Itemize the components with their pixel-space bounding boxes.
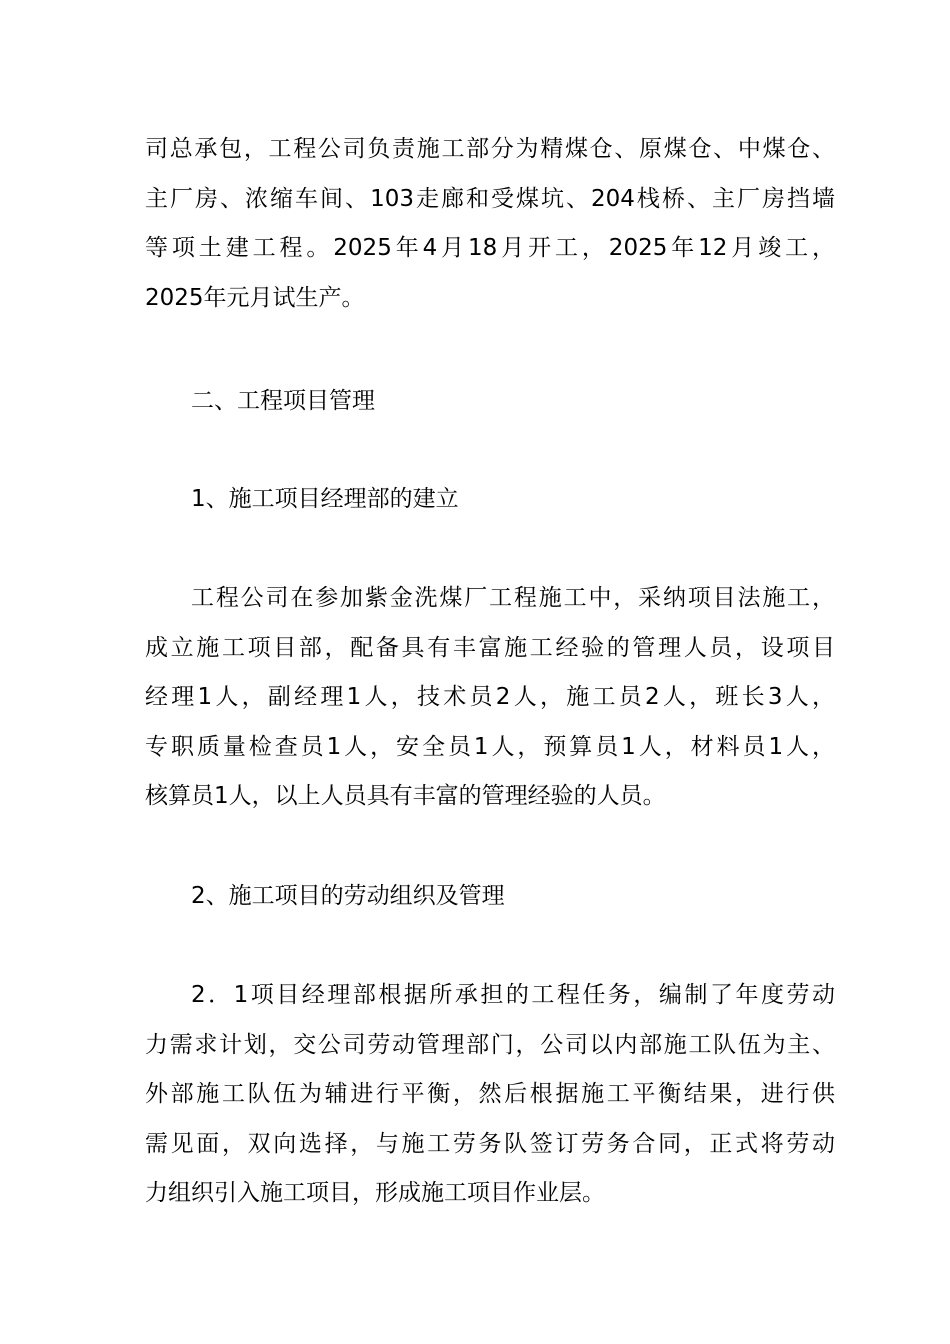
text-line: 2．1项目经理部根据所承担的工程任务，编制了年度劳动 (191, 982, 835, 1008)
paragraph-labor-organization (145, 971, 835, 1219)
text-line: 经理1人，副经理1人，技术员2人，施工员2人，班长3人， (145, 684, 835, 710)
text-line: 专职质量检查员1人，安全员1人，预算员1人，材料员1人， (145, 733, 835, 760)
text-line: 工程公司在参加紫金洗煤厂工程施工中，采纳项目法施工， (191, 585, 835, 611)
text-line: 等项土建工程。2025年4月18月开工，2025年12月竣工， (145, 235, 835, 261)
text-line: 需见面，双向选择，与施工劳务队签订劳务合同，正式将劳动 (145, 1130, 835, 1157)
subheading-project-department: 1、施工项目经理部的建立 (191, 486, 459, 512)
text-line: 主厂房、浓缩车间、103走廊和受煤坑、204栈桥、主厂房挡墙 (145, 185, 835, 212)
subheading-labor-organization: 2、施工项目的劳动组织及管理 (191, 883, 505, 909)
text-line: 2025年元月试生产。 (145, 284, 365, 311)
text-line: 成立施工项目部，配备具有丰富施工经验的管理人员，设项目 (145, 634, 835, 661)
text-line: 力组织引入施工项目，形成施工项目作业层。 (145, 1180, 605, 1206)
text-line: 核算员1人，以上人员具有丰富的管理经验的人员。 (145, 783, 666, 809)
section-heading-project-management: 二、工程项目管理 (191, 388, 375, 414)
text-line: 力需求计划，交公司劳动管理部门，公司以内部施工队伍为主、 (145, 1031, 835, 1058)
text-line: 司总承包，工程公司负责施工部分为精煤仓、原煤仓、中煤仓、 (145, 136, 835, 162)
paragraph-project-scope (145, 125, 835, 323)
paragraph-project-department (145, 574, 835, 822)
text-line: 外部施工队伍为辅进行平衡，然后根据施工平衡结果，进行供 (145, 1081, 835, 1107)
